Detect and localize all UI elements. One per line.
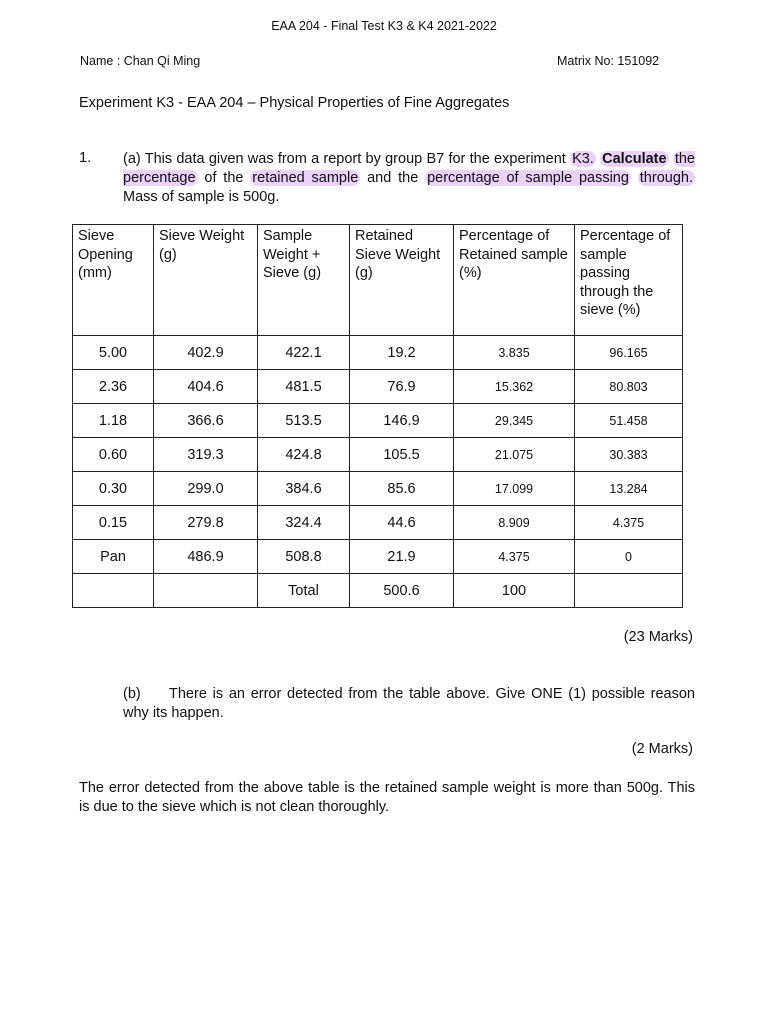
header-sample-weight-sieve: Sample Weight + Sieve (g) <box>258 225 350 336</box>
table-cell: 5.00 <box>73 336 154 370</box>
table-cell: 146.9 <box>350 404 454 438</box>
table-cell: 13.284 <box>575 472 683 506</box>
test-header: EAA 204 - Final Test K3 & K4 2021-2022 <box>271 19 497 33</box>
table-row <box>73 540 683 574</box>
and-the-text: and the <box>360 170 426 186</box>
part-b-question <box>123 685 695 723</box>
table-cell: 17.099 <box>454 472 575 506</box>
table-row <box>73 506 683 540</box>
table-cell: 486.9 <box>154 540 258 574</box>
table-cell: 85.6 <box>350 472 454 506</box>
table-cell: 279.8 <box>154 506 258 540</box>
table-cell: 80.803 <box>575 370 683 404</box>
highlight-retained-sample: retained sample <box>252 170 359 186</box>
table-cell: 384.6 <box>258 472 350 506</box>
header-percentage-retained: Percentage of Retained sample (%) <box>454 225 575 336</box>
header-percentage-passing: Percentage of sample passing through the sieve (%) <box>575 225 683 336</box>
part-b-text: There is an error detected from the table above. Give ONE (1) possible reason why its happen. <box>123 686 695 721</box>
table-cell: 319.3 <box>154 438 258 472</box>
table-total-row <box>73 574 683 608</box>
table-cell: 513.5 <box>258 404 350 438</box>
table-cell: 30.383 <box>575 438 683 472</box>
table-cell: 2.36 <box>73 370 154 404</box>
matrix-number: Matrix No: 151092 <box>557 54 660 68</box>
header-retained-sieve-weight: Retained Sieve Weight (g) <box>350 225 454 336</box>
table-row <box>73 404 683 438</box>
table-cell: 21.075 <box>454 438 575 472</box>
highlight-k3: K3. <box>572 151 594 167</box>
of-the-text: of the <box>197 170 251 186</box>
table-cell: 0.30 <box>73 472 154 506</box>
student-name: Name : Chan Qi Ming <box>80 54 201 68</box>
question-text <box>123 150 695 207</box>
highlight-through: through. <box>639 170 693 186</box>
table-cell: 76.9 <box>350 370 454 404</box>
highlight-calculate <box>600 151 668 167</box>
table-cell <box>73 574 154 608</box>
table-cell: 0.15 <box>73 506 154 540</box>
sieve-analysis-table <box>72 224 683 608</box>
header-sieve-opening: Sieve Opening (mm) <box>73 225 154 336</box>
table-cell: 481.5 <box>258 370 350 404</box>
highlight-the-percentage: the percentage <box>123 151 696 186</box>
answer-text: The error detected from the above table is the retained sample weight is more than 500g. This is due to the sieve which is not clean thoroughly. <box>79 780 695 815</box>
table-header-row <box>73 225 683 336</box>
table-cell: 422.1 <box>258 336 350 370</box>
table-cell <box>575 574 683 608</box>
table-cell: 402.9 <box>154 336 258 370</box>
table-cell: 19.2 <box>350 336 454 370</box>
table-cell: 4.375 <box>454 540 575 574</box>
table-row <box>73 336 683 370</box>
total-percentage: 100 <box>454 574 575 608</box>
part-b-label: (b) <box>123 686 141 702</box>
total-label: Total <box>258 574 350 608</box>
marks-part-b: (2 Marks) <box>631 741 693 757</box>
table-cell: 4.375 <box>575 506 683 540</box>
table-cell: 29.345 <box>454 404 575 438</box>
table-cell: 424.8 <box>258 438 350 472</box>
table-row <box>73 472 683 506</box>
experiment-title: Experiment K3 - EAA 204 – Physical Properties of Fine Aggregates <box>79 95 510 111</box>
table-cell: 508.8 <box>258 540 350 574</box>
table-cell: 0.60 <box>73 438 154 472</box>
table-cell: 15.362 <box>454 370 575 404</box>
table-cell: 404.6 <box>154 370 258 404</box>
marks-part-a: (23 Marks) <box>623 629 693 645</box>
table-cell: 324.4 <box>258 506 350 540</box>
table-cell: 96.165 <box>575 336 683 370</box>
highlight-percentage-passing: percentage of sample passing <box>427 170 629 186</box>
total-retained-weight: 500.6 <box>350 574 454 608</box>
calculate-word: Calculate <box>602 151 667 167</box>
table-cell: 44.6 <box>350 506 454 540</box>
header-sieve-weight: Sieve Weight (g) <box>154 225 258 336</box>
table-row <box>73 438 683 472</box>
table-cell: 366.6 <box>154 404 258 438</box>
table-cell: 3.835 <box>454 336 575 370</box>
table-cell: Pan <box>73 540 154 574</box>
question-intro: (a) This data given was from a report by group B7 for the experiment <box>123 151 571 167</box>
table-cell: 8.909 <box>454 506 575 540</box>
table-row <box>73 370 683 404</box>
question-number: 1. <box>79 150 92 166</box>
table-cell: 1.18 <box>73 404 154 438</box>
table-cell: 21.9 <box>350 540 454 574</box>
table-cell: 0 <box>575 540 683 574</box>
table-cell: 299.0 <box>154 472 258 506</box>
table-cell: 51.458 <box>575 404 683 438</box>
mass-note: Mass of sample is 500g. <box>123 189 280 205</box>
table-cell <box>154 574 258 608</box>
table-cell: 105.5 <box>350 438 454 472</box>
